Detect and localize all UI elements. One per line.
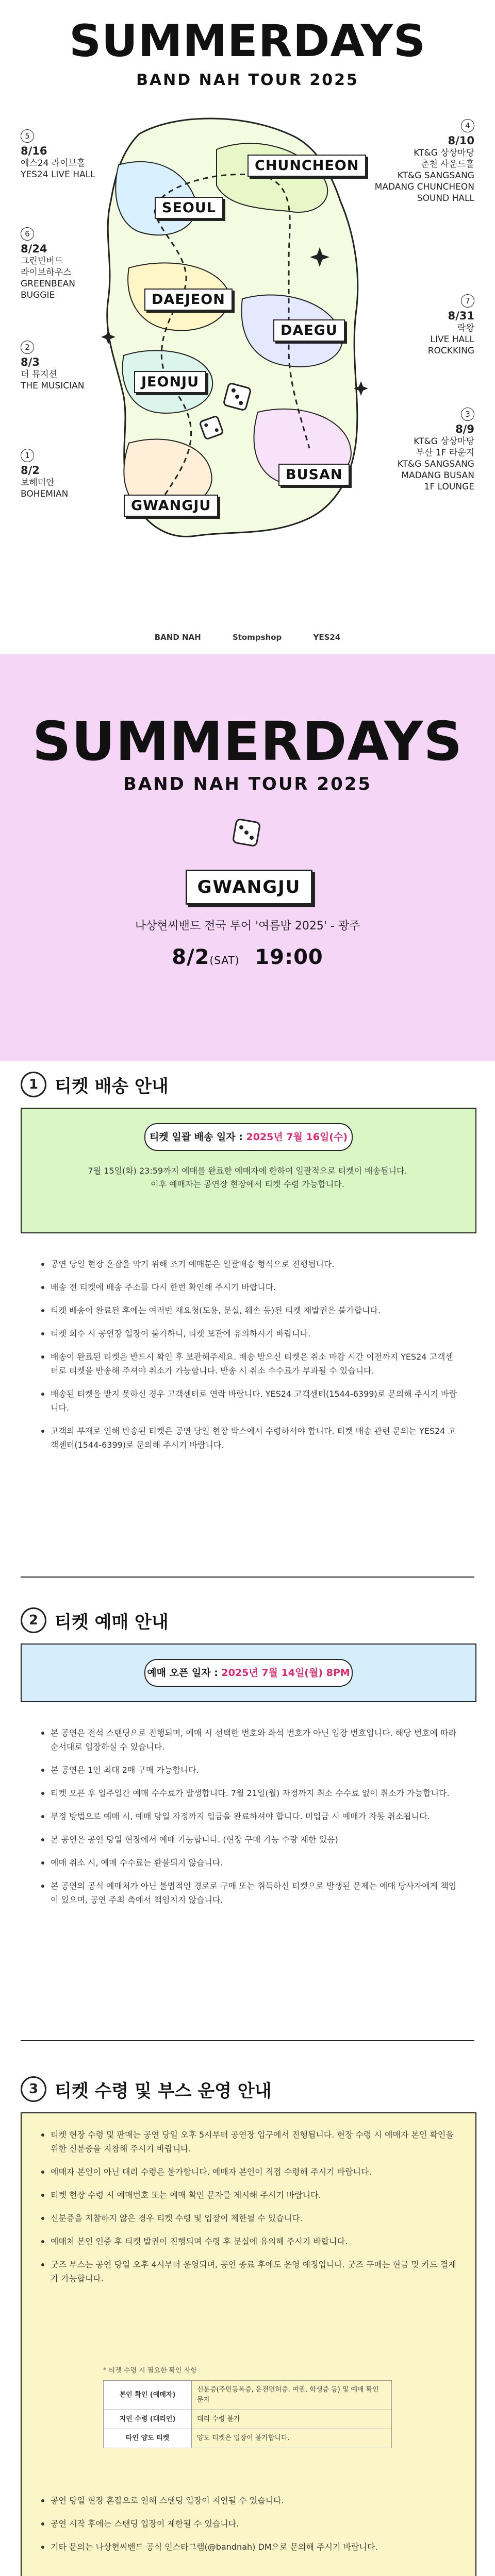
section-title: 티켓 예매 안내: [55, 1612, 169, 1633]
list-item: 배송된 티켓을 받지 못하신 경우 고객센터로 연락 바랍니다. YES24 고객센터(1544-6399)로 문의해 주시기 바랍니다.: [41, 1387, 458, 1415]
stop-venue: 그린빈버드 라이브하우스 GREENBEAN BUGGIE: [21, 256, 75, 300]
stop-venue: 예스24 라이브홀 YES24 LIVE HALL: [21, 158, 95, 180]
stop-venue: KT&G 상상마당 춘천 사운드홀 KT&G SANGSANG MADANG CHUNCHEON SOUND HALL: [374, 148, 474, 204]
list-item: 티켓 오픈 후 일주일간 예매 수수료가 발생합니다. 7월 21일(월) 자정까지 취소 수수료 없이 취소가 가능합니다.: [41, 1786, 458, 1800]
stop-venue: 락왕 LIVE HALL ROCKKING: [427, 323, 474, 356]
tour-stop-7: [356, 294, 474, 357]
list-item: 공연 당일 현장 혼잡을 막기 위해 조기 예매분은 일괄배송 형식으로 진행됩니다.: [41, 1257, 458, 1271]
table-row: [104, 2429, 392, 2448]
list-item: 신분증을 지참하지 않은 경우 티켓 수령 및 입장이 제한될 수 있습니다.: [41, 2211, 458, 2225]
section-number: 3: [21, 2076, 46, 2102]
section-divider: [21, 2040, 474, 2041]
pill-label: 예매 오픈 일자 :: [147, 1667, 222, 1679]
banner-city: GWANGJU: [186, 870, 312, 905]
tour-stop-2: [21, 340, 84, 392]
table-cell: 지인 수령 (대리인): [104, 2410, 192, 2429]
stop-number: 7: [461, 294, 474, 308]
stop-date: 8/24: [21, 243, 47, 255]
section-title: 티켓 배송 안내: [55, 1076, 169, 1097]
banner-event-name: 나상현씨밴드 전국 투어 '여름밤 2025' - 광주: [135, 920, 360, 933]
stop-date: 8/9: [455, 423, 474, 435]
section-title: 티켓 수령 및 부스 운영 안내: [55, 2080, 272, 2102]
stop-number: 1: [21, 449, 34, 462]
list-item: 본 공연은 1인 최대 2매 구매 가능합니다.: [41, 1763, 458, 1777]
banner-title: SUMMERDAYS: [32, 710, 463, 773]
stop-date: 8/16: [21, 145, 47, 157]
section-ticket-booking: [0, 1597, 495, 2061]
stop-venue: 보헤미안 BOHEMIAN: [21, 478, 69, 499]
stop-number: 4: [461, 119, 474, 132]
table-cell: 양도 티켓은 입장이 불가합니다.: [192, 2429, 392, 2448]
stop-venue: 더 뮤지션 THE MUSICIAN: [21, 369, 85, 391]
pickup-table: [103, 2380, 392, 2448]
pill-label: 티켓 일괄 배송 일자 :: [149, 1131, 246, 1143]
list-item: 본 공연은 전석 스탠딩으로 진행되며, 예매 시 선택한 번호와 좌석 번호가 아닌 입장 번호입니다. 해당 번호에 따라 순서대로 입장하실 수 있습니다.: [41, 1726, 458, 1754]
dice-icon: [232, 818, 261, 847]
stop-number: 6: [21, 227, 34, 241]
list-item: 배송 전 티켓에 배송 주소를 다시 한번 확인해 주시기 바랍니다.: [41, 1280, 458, 1294]
banner-time: 19:00: [255, 945, 323, 969]
section-header: [21, 1607, 169, 1633]
list-item: 예매처 본인 인증 후 티켓 발권이 진행되며 수령 후 분실에 유의해 주시기 바랍니다.: [41, 2234, 458, 2248]
dice-icon: [223, 383, 251, 411]
banner-date: 8/2: [172, 945, 210, 969]
table-cell: 대리 수령 불가: [192, 2410, 392, 2429]
city-tag-jeonju: JEONJU: [134, 371, 206, 393]
stop-date: 8/2: [21, 464, 40, 477]
list-item: 기타 문의는 나상현씨밴드 공식 인스타그램(@bandnah) DM으로 문의해 주시기 바랍니다.: [41, 2540, 458, 2554]
section-number: 1: [21, 1072, 46, 1097]
city-tag-daejeon: DAEJEON: [144, 289, 233, 311]
list-item: 굿즈 부스는 공연 당일 오후 4시부터 운영되며, 공연 종료 후에도 운영 예정입니다. 굿즈 구매는 현금 및 카드 결제가 가능합니다.: [41, 2258, 458, 2285]
sponsor-logo: BAND NAH: [154, 633, 201, 642]
stop-venue: KT&G 상상마당 부산 1F 라운지 KT&G SANGSANG MADANG BUSAN 1F LOUNGE: [397, 436, 474, 492]
list-item: 예매자 본인이 아닌 대리 수령은 불가합니다. 예매자 본인이 직접 수령해 주시기 바랍니다.: [41, 2165, 458, 2179]
stop-date: 8/3: [21, 356, 40, 368]
booking-list: [0, 1726, 495, 1916]
list-item: 예매 취소 시, 예매 수수료는 환불되지 않습니다.: [41, 1856, 458, 1870]
city-tag-chuncheon: CHUNCHEON: [248, 155, 366, 177]
banner-subtitle: BAND NAH TOUR 2025: [123, 774, 372, 794]
table-caption: * 티켓 수령 시 필요한 확인 사항: [103, 2367, 197, 2375]
tour-stop-4: [356, 118, 474, 204]
city-tag-daegu: DAEGU: [273, 319, 345, 342]
list-item: 티켓 현장 수령 및 판매는 공연 당일 오후 5시부터 공연장 입구에서 진행됩니다. 현장 수령 시 예매자 본인 확인을 위한 신분증을 지참해 주시기 바랍니다.: [41, 2128, 458, 2156]
sponsor-logo: YES24: [313, 633, 341, 642]
tour-stop-6: [21, 227, 75, 301]
tour-stop-3: [356, 407, 474, 493]
stop-number: 5: [21, 129, 34, 143]
section-ticket-pickup: [0, 2066, 495, 2576]
city-tag-seoul: SEOUL: [155, 197, 223, 219]
banner-weekday: (SAT): [209, 954, 240, 967]
list-item: 티켓 회수 시 공연장 입장이 불가하니, 티켓 보관에 유의하시기 바랍니다.: [41, 1327, 458, 1341]
hero-subtitle: BAND NAH TOUR 2025: [136, 71, 359, 89]
delivery-list: [0, 1257, 495, 1461]
stop-number: 2: [21, 341, 34, 354]
pickup-list: [0, 2128, 495, 2295]
section-header: [21, 1072, 169, 1097]
table-cell: 타인 양도 티켓: [104, 2429, 192, 2448]
delivery-notice: 7월 15일(화) 23:59까지 예매를 완료한 예매자에 한하여 일괄적으로 티켓이 배송됩니다. 이후 예매자는 공연장 현장에서 티켓 수령 가능합니다.: [88, 1166, 407, 1189]
booking-date-pill: [144, 1659, 353, 1687]
table-cell: 본인 확인 (예매자): [104, 2381, 192, 2410]
stop-number: 3: [461, 408, 474, 421]
table-row: [104, 2381, 392, 2410]
gwangju-banner: [0, 654, 495, 1061]
pill-date: 2025년 7월 14일(월) 8PM: [221, 1667, 350, 1679]
tour-stop-1: [21, 448, 68, 500]
pickup-after-list: [0, 2494, 495, 2563]
table-row: [104, 2410, 392, 2429]
list-item: 공연 당일 현장 혼잡으로 인해 스탠딩 입장이 지연될 수 있습니다.: [41, 2494, 458, 2507]
list-item: 배송이 완료된 티켓은 반드시 확인 후 보관해주세요. 배송 받으신 티켓은 취소 마감 시간 이전까지 YES24 고객센터로 티켓을 반송해 주셔야 취소가 가능합니다. 반송 시 취소 수수료가 부과될 수 있습니다.: [41, 1350, 458, 1378]
list-item: 부정 방법으로 예매 시, 예매 당일 자정까지 입금을 완료하셔야 합니다. 미입금 시 예매가 자동 취소됩니다.: [41, 1809, 458, 1823]
list-item: 티켓 현장 수령 시 예매번호 또는 예매 확인 문자를 제시해 주시기 바랍니다.: [41, 2188, 458, 2202]
delivery-date-pill: [144, 1123, 353, 1151]
list-item: 본 공연의 공식 예매처가 아닌 불법적인 경로로 구매 또는 취득하신 티켓으로 발생된 문제는 예매 당사자에게 책임이 있으며, 공연 주최 측에서 책임지지 않습니다.: [41, 1879, 458, 1907]
list-item: 고객의 부재로 인해 반송된 티켓은 공연 당일 현장 박스에서 수령하셔야 합니다. 티켓 배송 관련 문의는 YES24 고객센터(1544-6399)로 문의해 주시기 바랍니다.: [41, 1424, 458, 1452]
banner-datetime: [0, 945, 495, 969]
tour-stop-5: [21, 129, 95, 180]
section-number: 2: [21, 1607, 46, 1633]
hero-poster: [0, 0, 495, 654]
section-ticket-delivery: [0, 1061, 495, 1592]
city-tag-gwangju: GWANGJU: [124, 495, 218, 517]
stop-date: 8/31: [448, 310, 474, 322]
list-item: 공연 시작 후에는 스탠딩 입장이 제한될 수 있습니다.: [41, 2517, 458, 2531]
section-header: [21, 2076, 271, 2102]
list-item: 티켓 배송이 완료된 후에는 여러번 재요청(도용, 분실, 훼손 등)된 티켓 재발권은 불가합니다.: [41, 1303, 458, 1317]
city-tag-busan: BUSAN: [278, 464, 350, 486]
list-item: 본 공연은 공연 당일 현장에서 예매 가능합니다. (현장 구매 가능 수량 제한 있음): [41, 1833, 458, 1846]
section-divider: [21, 1577, 474, 1578]
table-cell: 신분증(주민등록증, 운전면허증, 여권, 학생증 등) 및 예매 확인 문자: [192, 2381, 392, 2410]
pill-date: 2025년 7월 16일(수): [246, 1131, 348, 1143]
sponsor-logos: [0, 633, 495, 642]
stop-date: 8/10: [448, 134, 474, 147]
hero-title: SUMMERDAYS: [69, 15, 426, 67]
sponsor-logo: Stompshop: [232, 633, 282, 642]
